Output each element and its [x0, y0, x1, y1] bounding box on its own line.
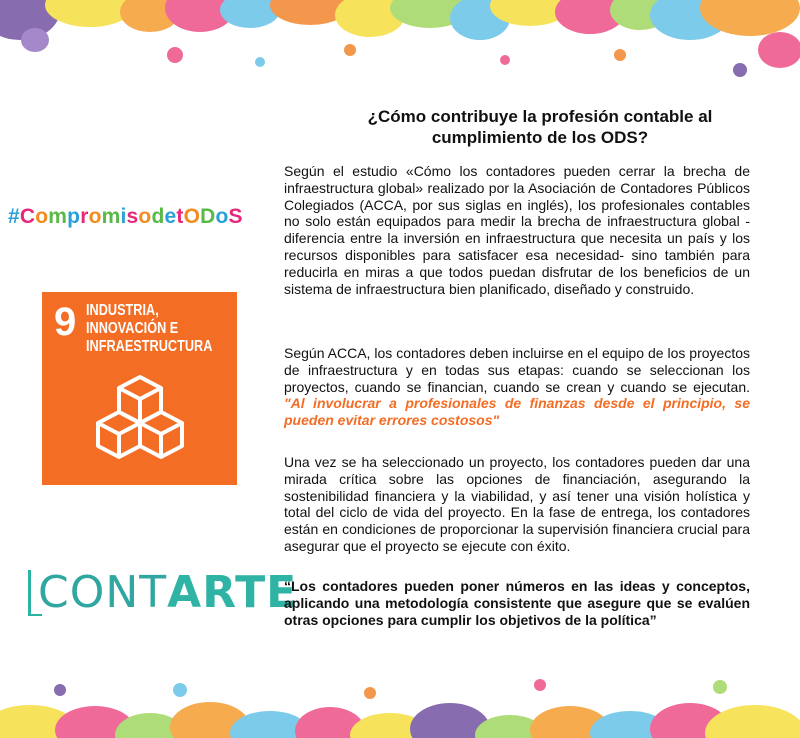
hashtag-letter: O: [183, 205, 201, 228]
sdg-label-line: INNOVACIÓN E: [86, 320, 179, 337]
logo-bar: [28, 570, 31, 616]
logo-text: [38, 568, 297, 618]
hashtag-letter: o: [88, 205, 102, 228]
closing-quote: “Los contadores pueden poner números en las ideas y conceptos, aplicando una metodología consistente que asegure que se evalúen otras opciones para cumplir los objetivos de la política”: [284, 578, 750, 628]
article-title: [340, 106, 740, 148]
sdg-9-tile: [42, 292, 237, 485]
hashtag-letter: r: [80, 205, 89, 228]
hashtag-letter: s: [126, 205, 139, 228]
hashtag-letter: S: [228, 205, 243, 228]
sdg-number: 9: [54, 300, 77, 344]
hashtag-letter: o: [138, 205, 152, 228]
paint-splash-bottom-decoration: [0, 655, 800, 738]
hashtag-compromiso-ods: [8, 205, 268, 229]
paragraph-2-text: Según ACCA, los contadores deben incluirse en el equipo de los proyectos de infraestructura y en todas sus etapas: cuando se seleccionan los proyectos, cuando se financian, cuando se crean y cuando se ejecutan.: [284, 345, 750, 395]
article-title-line: ¿Cómo contribuye la profesión contable al: [367, 107, 713, 126]
sdg-label: [86, 302, 213, 356]
paragraph-2-quote: "Al involucrar a profesionales de finanzas desde el principio, se pueden evitar errores costosos": [284, 395, 750, 429]
hashtag-letter: o: [35, 205, 49, 228]
hashtag-letter: #: [8, 205, 20, 228]
hashtag-letter: m: [48, 205, 68, 228]
paint-splash-top-decoration: [0, 0, 800, 95]
paragraph-2: [284, 345, 750, 429]
contarte-logo: [28, 567, 298, 620]
sdg-label-line: INDUSTRIA,: [86, 302, 159, 319]
hashtag-letter: i: [120, 205, 127, 228]
logo-text-arte: ARTE: [167, 567, 298, 618]
hashtag-letter: D: [200, 205, 216, 228]
paragraph-3: Una vez se ha seleccionado un proyecto, los contadores pueden dar una mirada crítica sobre las opciones de financiación, asegurando la sostenibilidad financiera y la viabilidad, y así tener una visión holística y total del ciclo de vida del proyecto. En la fase de entrega, los contadores están en condiciones de proporcionar la supervisión financiera crucial para asegurar que el proyecto se ejecute con éxito.: [284, 454, 750, 554]
hashtag-letter: m: [101, 205, 121, 228]
hashtag-letter: d: [151, 205, 165, 228]
logo-text-cont: CONT: [38, 567, 168, 618]
article-title-line: cumplimiento de los ODS?: [431, 128, 649, 147]
paragraph-1: Según el estudio «Cómo los contadores pueden cerrar la brecha de infraestructura global» realizado por la Asociación de Contadores Públicos Colegiados (ACCA, por sus siglas en inglés), los profesionales contables no solo están equipados para medir la brecha de infraestructura global -diferencia entre la inversión en infraestructura que necesita un país y los recursos disponibles para satisfacer esa necesidad- sino también para reducirla en miras a que todos puedan disfrutar de los beneficios de un sistema de infraestructura bien planificado, diseñado y construido.: [284, 163, 750, 297]
hashtag-letter: p: [67, 205, 81, 228]
sdg-label-line: INFRAESTRUCTURA: [86, 338, 213, 355]
hashtag-letter: t: [176, 205, 184, 228]
hashtag-letter: C: [19, 205, 36, 228]
cubes-icon: [94, 374, 186, 460]
hashtag-letter: o: [215, 205, 229, 228]
hashtag-letter: e: [164, 205, 177, 228]
